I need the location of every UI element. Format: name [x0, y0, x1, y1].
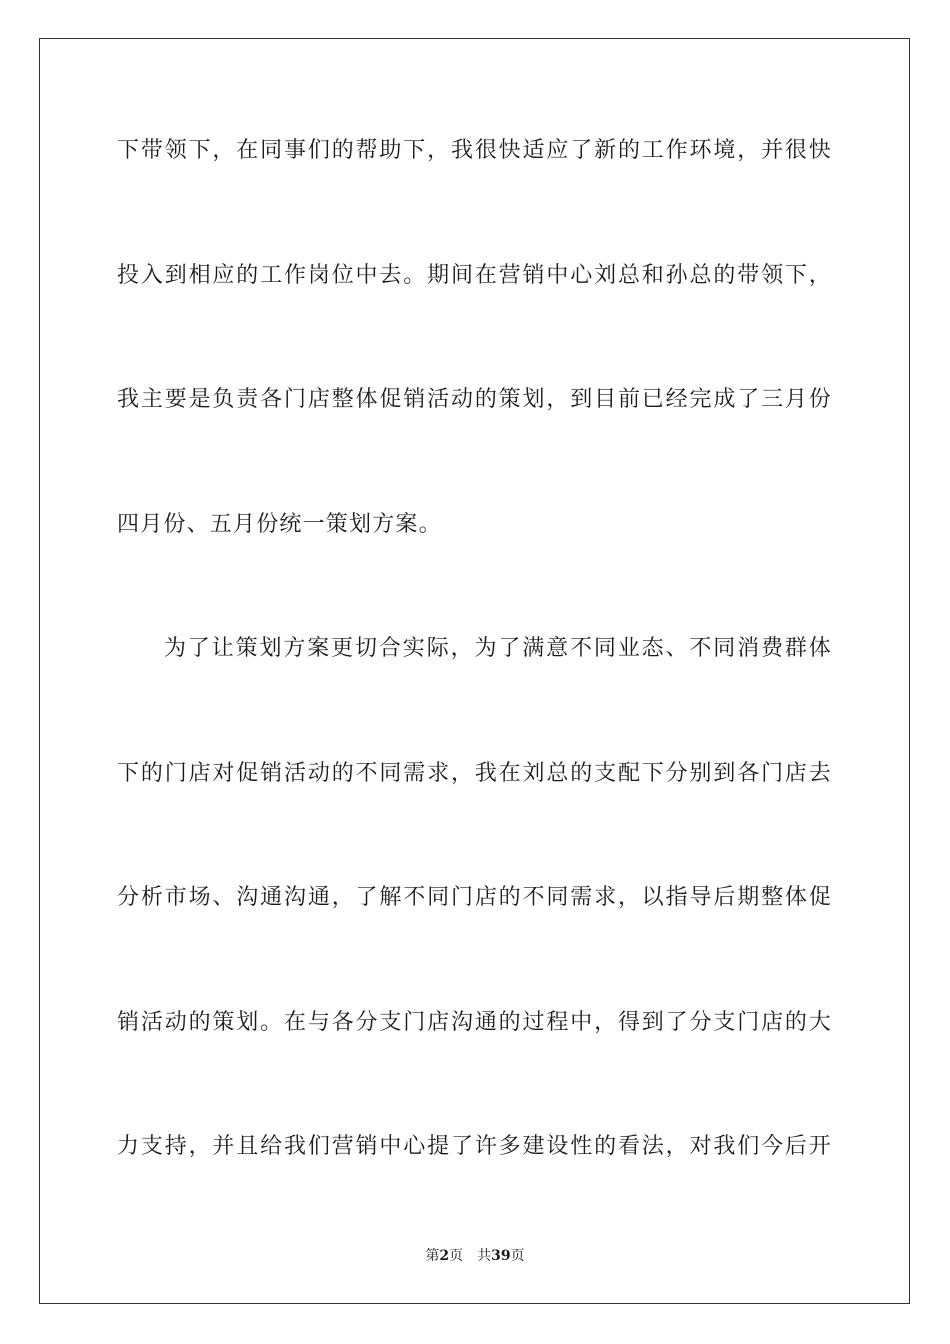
paragraph-line-6: 下的门店对促销活动的不同需求，我在刘总的支配下分别到各门店去 [117, 761, 832, 786]
paragraph-line-4: 四月份、五月份统一策划方案。 [117, 512, 442, 537]
paragraph-line-9: 力支持，并且给我们营销中心提了许多建设性的看法，对我们今后开 [117, 1134, 832, 1159]
paragraph-line-1: 下带领下，在同事们的帮助下，我很快适应了新的工作环境，并很快 [117, 138, 832, 163]
total-prefix: 共 [477, 1248, 492, 1264]
total-suffix: 页 [510, 1248, 525, 1264]
page-footer [0, 1247, 950, 1265]
page-suffix: 页 [449, 1248, 464, 1264]
paragraph-line-5: 为了让策划方案更切合实际，为了满意不同业态、不同消费群体 [164, 636, 832, 661]
page-border [39, 38, 910, 1304]
page-number: 2 [439, 1248, 450, 1264]
paragraph-line-3: 我主要是负责各门店整体促销活动的策划，到目前已经完成了三月份 [117, 387, 832, 412]
total-pages: 39 [491, 1248, 511, 1264]
page-prefix: 第 [425, 1248, 440, 1264]
paragraph-line-7: 分析市场、沟通沟通，了解不同门店的不同需求，以指导后期整体促 [117, 885, 832, 910]
paragraph-line-8: 销活动的策划。在与各分支门店沟通的过程中，得到了分支门店的大 [117, 1010, 832, 1035]
paragraph-line-2: 投入到相应的工作岗位中去。期间在营销中心刘总和孙总的带领下， [117, 263, 832, 288]
